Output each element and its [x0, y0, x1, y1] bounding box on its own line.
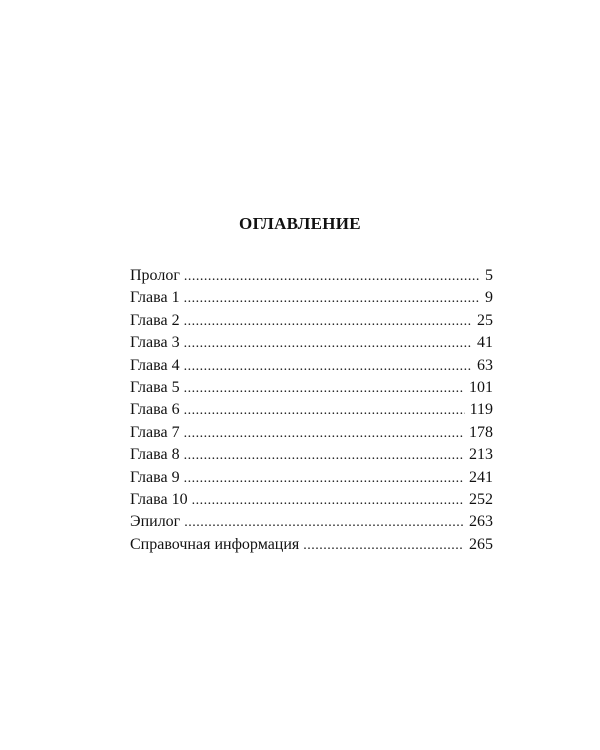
toc-dot-leader	[184, 400, 465, 422]
toc-dot-leader	[184, 445, 464, 467]
toc-entry-chapter-9	[130, 467, 493, 489]
toc-entry-page-number: 63	[477, 356, 493, 374]
toc-entry-page-number: 265	[469, 535, 493, 553]
toc-entry-page-number: 263	[469, 513, 493, 531]
toc-entry-page-number: 178	[469, 423, 493, 441]
toc-entry-page-number: 101	[469, 378, 493, 396]
toc-entry-label: Глава 7	[130, 423, 180, 441]
toc-entry-label: Глава 8	[130, 446, 180, 464]
toc-dot-leader	[184, 333, 472, 355]
toc-entry-label: Глава 4	[130, 356, 180, 374]
toc-entry-label: Глава 6	[130, 401, 180, 419]
toc-dot-leader	[192, 490, 464, 512]
toc-entry-prologue	[130, 265, 493, 287]
toc-dot-leader	[184, 311, 472, 333]
toc-title: ОГЛАВЛЕНИЕ	[239, 214, 361, 233]
toc-entry-chapter-5	[130, 377, 493, 399]
toc-entry-chapter-8	[130, 444, 493, 466]
toc-entry-chapter-6	[130, 399, 493, 421]
toc-entry-page-number: 5	[485, 267, 493, 284]
toc-entry-page-number: 213	[469, 446, 493, 464]
toc-entry-label: Пролог	[130, 267, 180, 284]
toc-dot-leader	[184, 378, 464, 400]
toc-dot-leader	[184, 288, 480, 310]
toc-entry-label: Глава 10	[130, 490, 188, 508]
toc-entry-label: Справочная информация	[130, 535, 300, 553]
table-of-contents	[130, 265, 493, 556]
toc-entry-page-number: 25	[477, 311, 493, 329]
toc-entry-label: Глава 2	[130, 311, 180, 329]
toc-entry-epilogue	[130, 511, 493, 533]
toc-dot-leader	[184, 423, 464, 445]
toc-entry-label: Глава 1	[130, 289, 180, 307]
toc-entry-label: Глава 5	[130, 378, 180, 396]
toc-dot-leader	[303, 535, 464, 557]
toc-entry-label: Эпилог	[130, 513, 181, 531]
toc-entry-chapter-4	[130, 355, 493, 377]
toc-entry-chapter-7	[130, 422, 493, 444]
toc-entry-page-number: 119	[469, 401, 493, 419]
toc-entry-chapter-1	[130, 287, 493, 309]
toc-entry-label: Глава 3	[130, 334, 180, 352]
toc-entry-chapter-3	[130, 332, 493, 354]
toc-entry-reference-info	[130, 534, 493, 556]
toc-entry-chapter-2	[130, 310, 493, 332]
toc-dot-leader	[184, 468, 464, 490]
toc-dot-leader	[184, 356, 472, 378]
toc-entry-chapter-10	[130, 489, 493, 511]
toc-entry-page-number: 9	[485, 289, 493, 307]
toc-entry-page-number: 241	[469, 468, 493, 486]
toc-dot-leader	[184, 512, 464, 534]
toc-entry-page-number: 41	[477, 334, 493, 352]
toc-entry-page-number: 252	[469, 490, 493, 508]
toc-entry-label: Глава 9	[130, 468, 180, 486]
toc-dot-leader	[184, 266, 480, 288]
